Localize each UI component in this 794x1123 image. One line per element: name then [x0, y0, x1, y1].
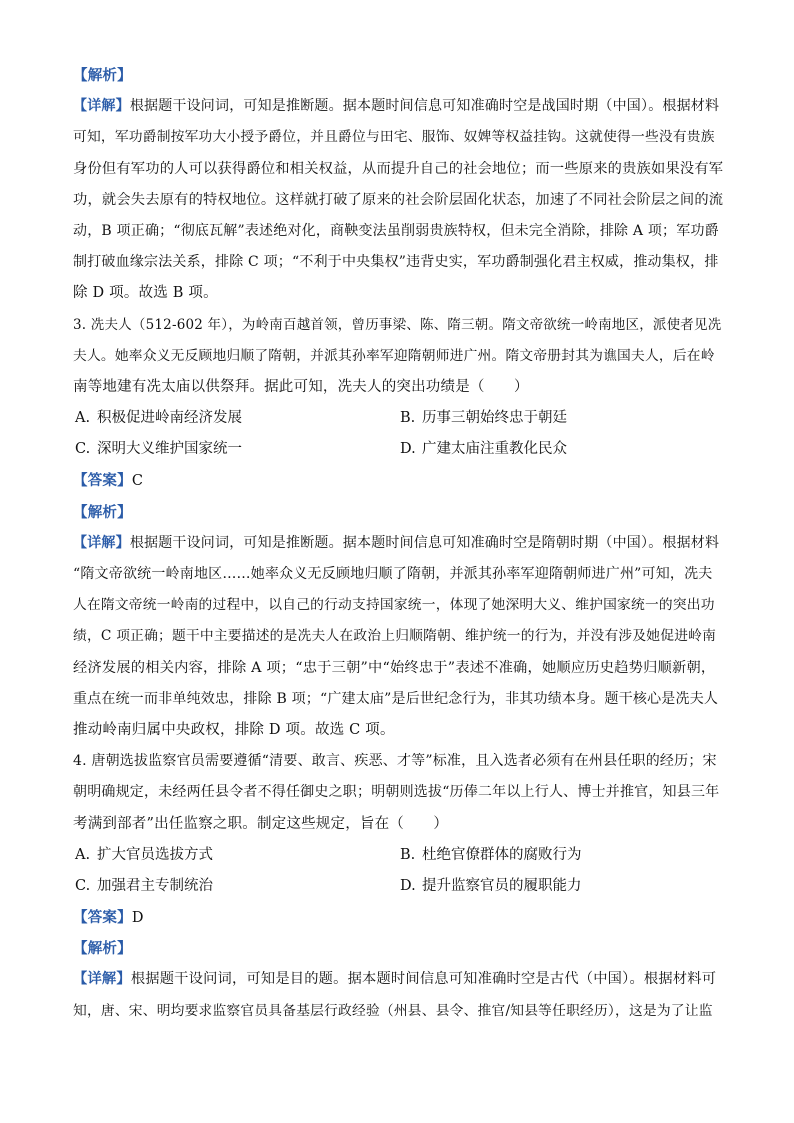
text-line: [73, 746, 723, 777]
line-text: 夫人。她率众义无反顾地归顺了隋朝，并派其孙率军迎隋朝师进广州。隋文帝册封其为谯国夫人，后在岭: [73, 347, 715, 364]
line-text: D: [131, 910, 144, 927]
section-line: [73, 528, 723, 559]
answer-option: [398, 871, 723, 902]
line-text: 根据题干设问词，可知是目的题。据本题时间信息可知准确时空是古代（中国）。根据材料可: [130, 971, 717, 988]
option-letter: C.: [75, 441, 91, 458]
text-line: [73, 154, 723, 185]
text-line: [73, 684, 723, 715]
text-line: [73, 278, 723, 309]
answer-option: [398, 434, 723, 465]
line-text: 动，B 项正确；“彻底瓦解”表述绝对化，商鞅变法虽削弱贵族特权，但未完全消除，排除 A 项；军功爵: [73, 222, 719, 239]
section-line: [73, 933, 723, 964]
section-line: [73, 497, 723, 528]
text-line: [73, 715, 723, 746]
line-text: 推动岭南归属中央政权，排除 D 项。故选 C 项。: [73, 721, 395, 738]
option-text: 扩大官员选拔方式: [97, 846, 213, 863]
line-text: 根据题干设问词，可知是推断题。据本题时间信息可知准确时空是隋朝时期（中国）。根据材料: [129, 534, 720, 551]
text-line: [73, 590, 723, 621]
answer-option: [73, 434, 398, 465]
text-line: [73, 122, 723, 153]
section-tag: 【详解】: [73, 98, 130, 115]
line-text: 南等地建有冼太庙以供祭拜。据此可知，冼夫人的突出功绩是（ ）: [73, 378, 529, 395]
text-line: [73, 653, 723, 684]
section-line: [73, 60, 723, 91]
answer-option: [73, 871, 398, 902]
option-letter: D.: [400, 441, 416, 458]
line-text: 除 D 项。故选 B 项。: [73, 285, 218, 302]
section-line: [73, 91, 723, 122]
line-text: “隋文帝欲统一岭南地区……她率众义无反顾地归顺了隋朝，并派其孙率军迎隋朝师进广州”可知，冼夫: [73, 566, 713, 582]
section-tag: 【详解】: [73, 534, 130, 551]
line-text: 身份但有军功的人可以获得爵位和相关权益，从而提升自己的社会地位；而一些原来的贵族如果没有军: [73, 160, 724, 177]
option-row: [73, 434, 723, 465]
document-page: [73, 60, 723, 1027]
option-letter: A.: [75, 846, 91, 863]
option-letter: A.: [75, 410, 91, 427]
line-text: 根据题干设问词，可知是推断题。据本题时间信息可知准确时空是战国时期（中国）。根据材料: [129, 98, 720, 115]
option-row: [73, 871, 723, 902]
option-row: [73, 840, 723, 871]
text-line: [73, 216, 723, 247]
line-text: 4. 唐朝选拔监察官员需要遵循“清要、敢言、疾恶、才等”标准，且入选者必须有在州县任职的经历；宋: [73, 753, 717, 770]
line-text: 制打破血缘宗法关系，排除 C 项；“不利于中央集权”违背史实，军功爵制强化君主权威，推动集权，排: [73, 254, 719, 271]
option-text: 广建太庙注重教化民众: [422, 441, 567, 458]
text-line: [73, 621, 723, 652]
line-text: 朝明确规定，未经两任县令者不得任御史之职；明朝则选拔“历俸二年以上行人、博士并推官，知县三年: [73, 784, 720, 801]
text-line: [73, 341, 723, 372]
option-text: 积极促进岭南经济发展: [97, 410, 242, 427]
text-line: [73, 185, 723, 216]
answer-option: [398, 840, 723, 871]
answer-option: [73, 840, 398, 871]
section-tag: 【解析】: [73, 67, 132, 84]
section-tag: 【答案】: [73, 909, 132, 927]
option-letter: B.: [400, 846, 416, 863]
line-text: 人在隋文帝统一岭南的过程中，以自己的行动支持国家统一，体现了她深明大义、维护国家统一的突出功: [73, 597, 715, 614]
line-text: 知，唐、宋、明均要求监察官员具备基层行政经验（州县、县令、推官/知县等任职经历），这是为了让监: [73, 1002, 713, 1019]
answer-option: [398, 403, 723, 434]
option-text: 提升监察官员的履职能力: [422, 877, 582, 894]
section-line: [73, 465, 723, 496]
text-line: [73, 996, 723, 1027]
section-tag: 【解析】: [73, 503, 132, 521]
section-tag: 【答案】: [73, 472, 132, 490]
line-text: C: [131, 473, 144, 490]
text-line: [73, 559, 723, 590]
line-text: 经济发展的相关内容，排除 A 项；“忠于三朝”中“始终忠于”表述不准确，她顺应历史趋势归顺新朝，: [73, 659, 716, 676]
option-letter: C.: [75, 877, 91, 894]
option-letter: D.: [400, 877, 416, 894]
text-line: [73, 310, 723, 341]
option-text: 深明大义维护国家统一: [97, 441, 242, 458]
text-line: [73, 777, 723, 808]
text-line: [73, 809, 723, 840]
section-line: [73, 964, 723, 995]
option-letter: B.: [400, 410, 416, 427]
section-tag: 【解析】: [73, 940, 132, 958]
option-text: 历事三朝始终忠于朝廷: [422, 410, 567, 427]
text-line: [73, 372, 723, 403]
text-line: [73, 247, 723, 278]
option-row: [73, 403, 723, 434]
section-tag: 【详解】: [73, 971, 131, 988]
line-text: 重点在统一而非单纯效忠，排除 B 项；“广建太庙”是后世纪念行为，非其功绩本身。题干核心是冼夫人: [73, 690, 719, 707]
line-text: 考满到部者”出任监察之职。制定这些规定，旨在（ ）: [73, 815, 449, 832]
section-line: [73, 902, 723, 933]
line-text: 绩，C 项正确；题干中主要描述的是冼夫人在政治上归顺隋朝、维护统一的行为，并没有涉及她促进岭南: [73, 628, 717, 645]
option-text: 加强君主专制统治: [97, 877, 213, 894]
line-text: 功，就会失去原有的特权地位。这样就打破了原来的社会阶层固化状态，加速了不同社会阶层之间的流: [73, 191, 724, 208]
line-text: 3. 冼夫人（512-602 年），为岭南百越首领，曾历事梁、陈、隋三朝。隋文帝欲统一岭南地区，派使者见冼: [73, 316, 722, 333]
line-text: 可知，军功爵制按军功大小授予爵位，并且爵位与田宅、服饰、奴婢等权益挂钩。这就使得一些没有贵族: [73, 129, 715, 146]
answer-option: [73, 403, 398, 434]
option-text: 杜绝官僚群体的腐败行为: [422, 846, 582, 863]
